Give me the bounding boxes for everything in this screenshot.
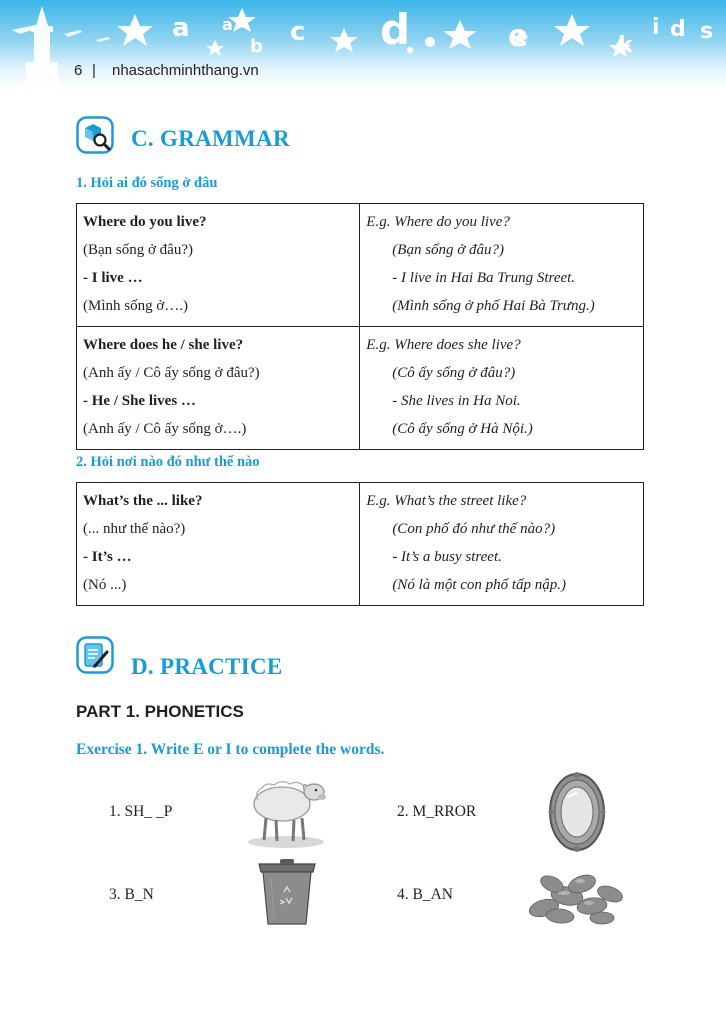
exercise-word-4[interactable]: 4. B_AN (397, 886, 453, 903)
grammar-title: C. GRAMMAR (131, 126, 290, 151)
table-cell (360, 483, 644, 606)
example-translation: (Cô ấy sống ở Hà Nội.) (392, 421, 533, 437)
answer-pattern: - He / She lives … (83, 393, 196, 409)
grammar-table-1 (76, 203, 644, 450)
table-cell (360, 204, 644, 327)
table-cell (77, 204, 360, 327)
grammar-sub-title-2: 2. Hỏi nơi nào đó như thế nào (76, 454, 260, 470)
svg-text:b: b (250, 36, 263, 57)
star-icon (554, 14, 590, 46)
answer-pattern: - It’s … (83, 549, 132, 565)
table-row (77, 204, 644, 327)
svg-text:c: c (290, 17, 306, 47)
translation: (Nó ...) (83, 577, 127, 593)
star-icon (330, 28, 358, 52)
plane-icon (96, 37, 110, 42)
header-separator: | (92, 62, 96, 79)
beans-picture (522, 866, 628, 928)
svg-text:a: a (172, 13, 190, 43)
example-translation: (Nó là một con phố tấp nập.) (392, 577, 567, 593)
svg-text:s: s (700, 19, 714, 44)
example-answer: - She lives in Ha Noi. (392, 393, 521, 409)
mirror-picture (546, 770, 608, 854)
star-icon (206, 40, 224, 56)
table-cell (77, 483, 360, 606)
exercise-word-2[interactable]: 2. M_RROR (397, 803, 477, 820)
practice-notebook-icon (76, 636, 114, 674)
table-row (77, 483, 644, 606)
translation: (Mình sống ở….) (83, 298, 189, 314)
svg-text:d: d (380, 5, 411, 54)
translation: (Anh ấy / Cô ấy sống ở đâu?) (83, 365, 260, 381)
site-url: nhasachminhthang.vn (112, 62, 259, 79)
sheep-picture (244, 770, 330, 850)
part-title: PART 1. PHONETICS (76, 702, 244, 721)
grammar-magnifier-icon (76, 116, 114, 154)
header-decoration (0, 0, 726, 92)
translation: (Anh ấy / Cô ấy sống ở….) (83, 421, 247, 437)
example-translation: (Con phố đó như thế nào?) (392, 521, 556, 537)
translation: (Bạn sống ở đâu?) (83, 242, 193, 258)
grammar-table-2 (76, 482, 644, 606)
exercise-word-1[interactable]: 1. SH_ _P (109, 803, 173, 820)
svg-text:d: d (670, 17, 686, 42)
svg-text:k: k (618, 33, 633, 58)
example-translation: (Mình sống ở phố Hai Bà Trưng.) (392, 298, 595, 314)
star-icon (117, 14, 153, 46)
practice-title: D. PRACTICE (131, 654, 283, 679)
question-pattern: What’s the ... like? (83, 493, 203, 509)
example-translation: (Bạn sống ở đâu?) (392, 242, 505, 258)
example-question: E.g. What’s the street like? (366, 493, 527, 509)
question-pattern: Where do you live? (83, 214, 207, 230)
example-translation: (Cô ấy sống ở đâu?) (392, 365, 516, 381)
exercise-word-3[interactable]: 3. B_N (109, 886, 154, 903)
grammar-sub-title-1: 1. Hỏi ai đó sống ở đâu (76, 175, 218, 191)
example-question: E.g. Where does she live? (366, 337, 521, 353)
example-answer: - It’s a busy street. (392, 549, 502, 565)
table-row (77, 327, 644, 450)
plane-icon (64, 30, 82, 37)
question-pattern: Where does he / she live? (83, 337, 244, 353)
tower-icon (26, 6, 58, 88)
svg-text:e: e (508, 19, 529, 54)
exercise-title: Exercise 1. Write E or I to complete the words. (76, 741, 385, 758)
star-icon (443, 20, 477, 49)
svg-text:i: i (652, 15, 660, 40)
example-answer: - I live in Hai Ba Trung Street. (392, 270, 576, 286)
table-cell (360, 327, 644, 450)
page-number: 6 (74, 62, 83, 79)
example-question: E.g. Where do you live? (366, 214, 510, 230)
bin-picture (256, 858, 318, 928)
table-cell (77, 327, 360, 450)
svg-text:a: a (222, 15, 233, 34)
answer-pattern: - I live … (83, 270, 143, 286)
translation: (... như thế nào?) (83, 521, 186, 537)
